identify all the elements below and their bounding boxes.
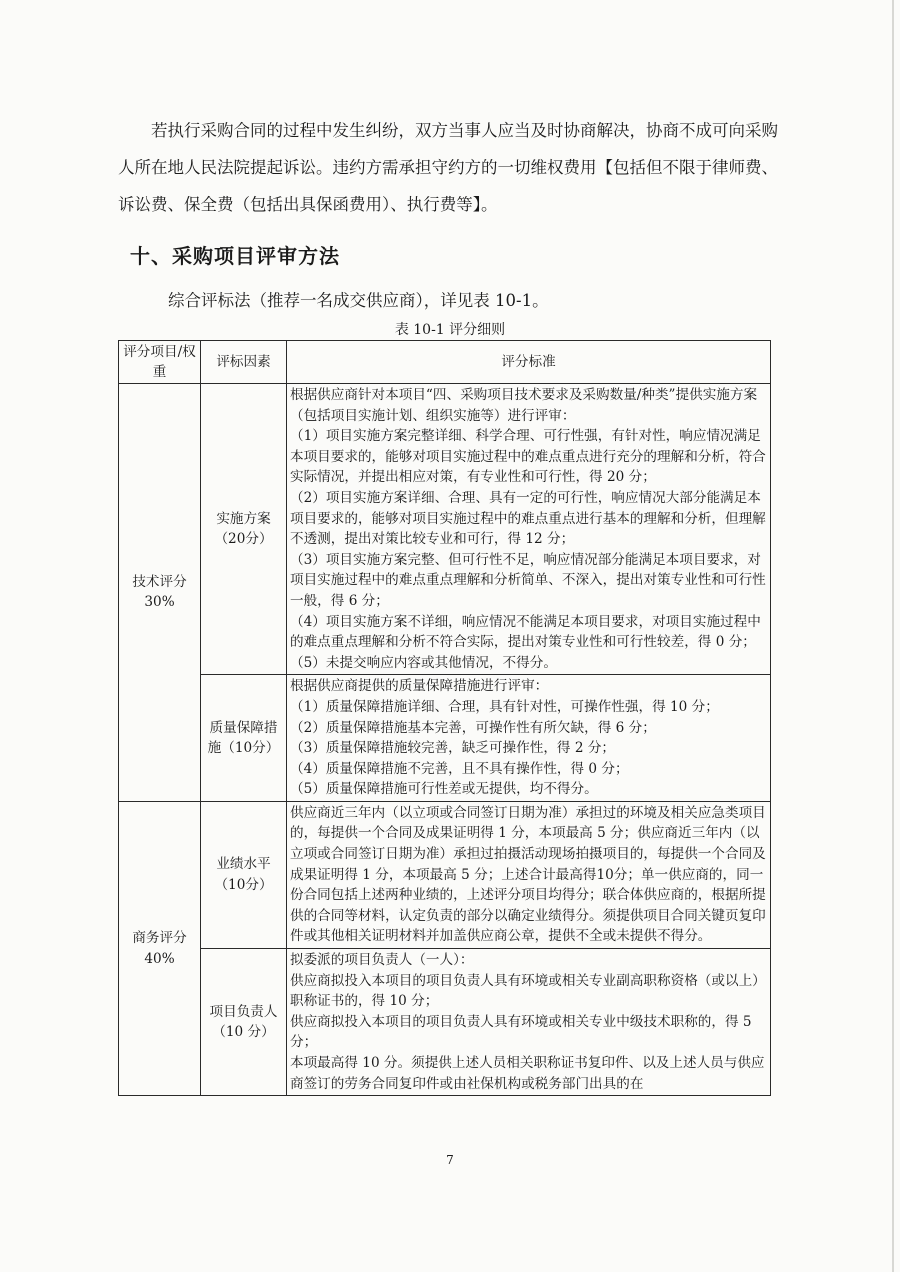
factor-cell (201, 949, 287, 1096)
table-row (119, 384, 771, 675)
criteria-cell (287, 675, 771, 802)
criteria-line: 根据供应商针对本项目“四、采购项目技术要求及采购数量/种类”提供实施方案（包括项目实施计划、组织实施等）进行评审： (290, 387, 758, 424)
factor-score: （10 分） (212, 1024, 275, 1041)
dispute-paragraph (118, 112, 778, 223)
category-name: 技术评分 (132, 573, 187, 590)
table-row (119, 949, 771, 1096)
factor-cell (201, 801, 287, 948)
criteria-line: （3）项目实施方案完整、但可行性不足，响应情况部分能满足本项目要求，对项目实施过程中的难点重点理解和分析简单、不深入，提出对策专业性和可行性一般，得 6 分； (290, 551, 766, 609)
criteria-line: （5）未提交响应内容或其他情况，不得分。 (290, 654, 557, 671)
criteria-line: （4）项目实施方案不详细，响应情况不能满足本项目要求，对项目实施过程中的难点重点理解和分析不符合实际，提出对策专业性和可行性较差，得 0 分； (290, 613, 761, 651)
criteria-cell (287, 949, 771, 1096)
table-caption: 表 10-1 评分细则 (394, 322, 506, 338)
table-row (119, 801, 771, 948)
criteria-line: 拟委派的项目负责人（一人）： (290, 952, 474, 969)
criteria-line: 供应商拟投入本项目的项目负责人具有环境或相关专业副高职称资格（或以上）职称证书的，得 10 分； (290, 972, 766, 1010)
criteria-line: （3）质量保障措施较完善，缺乏可操作性，得 2 分； (290, 740, 616, 757)
paragraph-line-2: 成可向采购人所在地人民法院提起诉讼。违约方需承担守约方的一切维权费用 (118, 121, 778, 177)
criteria-line: 根据供应商提供的质量保障措施进行评审： (290, 678, 549, 695)
factor-name: 质量保障措施（10分） (207, 719, 280, 757)
criteria-line: （2）质量保障措施基本完善，可操作性有所欠缺，得 6 分； (290, 719, 656, 736)
criteria-line: （4）质量保障措施不完善，且不具有操作性，得 0 分； (290, 760, 629, 777)
factor-cell (201, 675, 287, 802)
header-factor: 评标因素 (201, 341, 287, 384)
category-weight: 30% (144, 594, 175, 611)
criteria-cell (287, 384, 771, 675)
section-heading: 十、采购项目评审方法 (130, 244, 340, 268)
factor-name: 实施方案 (216, 510, 271, 527)
page-number: 7 (446, 1153, 454, 1167)
scan-edge (892, 0, 894, 1272)
criteria-line: （2）项目实施方案详细、合理、具有一定的可行性，响应情况大部分能满足本项目要求的，能够对项目实施过程中的难点重点进行基本的理解和分析，但理解不透测，提出对策比较专业和可行，得 12 分； (290, 489, 766, 548)
table-row (119, 675, 771, 802)
criteria-line: （1）项目实施方案完整详细、科学合理、可行性强，有针对性，响应情况满足本项目要求的，能够对项目实施过程中的难点重点进行充分的理解和分析，符合实际情况，并提出相应对策，有专业性和可行性，得 20 分； (290, 428, 766, 486)
paragraph-line-1: 若执行采购合同的过程中发生纠纷，双方当事人应当及时协商解决，协商不 (151, 121, 696, 140)
criteria-line: 供应商近三年内（以立项或合同签订日期为准）承担过的环境及相关应急类项目的，每提供一个合同及成果证明得 1 分，本项最高 5 分；供应商近三年内（以立项或合同签订日期为准）承担过拍摄活动现场拍摄项目的，每提供一个合同及成果证明得 1 分，本项最高 5 分；上述合计最高得10分；单一供应商的，同一份合同包括上述两种业绩的，上述评分项目均得分；联合体供应商的，根据所提供的合同等材料，认定负责的部分以确定业绩得分。须提供项目合同关键页复印件或其他相关证明材料并加盖供应商公章，提供不全或未提供不得分。 (290, 804, 766, 945)
table-header-row (119, 341, 771, 384)
category-cell (119, 801, 201, 1095)
scoring-table (118, 340, 771, 1096)
factor-name: 业绩水平 (216, 856, 271, 873)
criteria-line: （1）质量保障措施详细、合理，具有针对性，可操作性强，得 10 分； (290, 698, 719, 715)
factor-score: （20分） (214, 531, 273, 548)
criteria-line: （5）质量保障措施可行性差或无提供，均不得分。 (290, 781, 598, 798)
factor-cell (201, 384, 287, 675)
header-category: 评分项目/权重 (119, 341, 201, 384)
criteria-line: 本项最高得 10 分。须提供上述人员相关职称证书复印件、以及上述人员与供应商签订的劳务合同复印件或由社保机构或税务部门出具的在 (290, 1055, 765, 1092)
category-cell (119, 384, 201, 802)
paragraph-line-3: 【包括但不限于律师费、诉讼费、保全费（包括出具保函费用）、执行费等】。 (118, 158, 778, 214)
criteria-cell (287, 801, 771, 948)
factor-name: 项目负责人 (209, 1003, 278, 1020)
criteria-line: 供应商拟投入本项目的项目负责人具有环境或相关专业中级技术职称的，得 5 分； (290, 1013, 752, 1051)
factor-score: （10分） (214, 876, 273, 893)
evaluation-intro: 综合评标法（推荐一名成交供应商），详见表 10-1。 (168, 291, 549, 310)
category-name: 商务评分 (132, 929, 187, 946)
header-criteria: 评分标准 (287, 341, 771, 384)
category-weight: 40% (144, 950, 175, 967)
